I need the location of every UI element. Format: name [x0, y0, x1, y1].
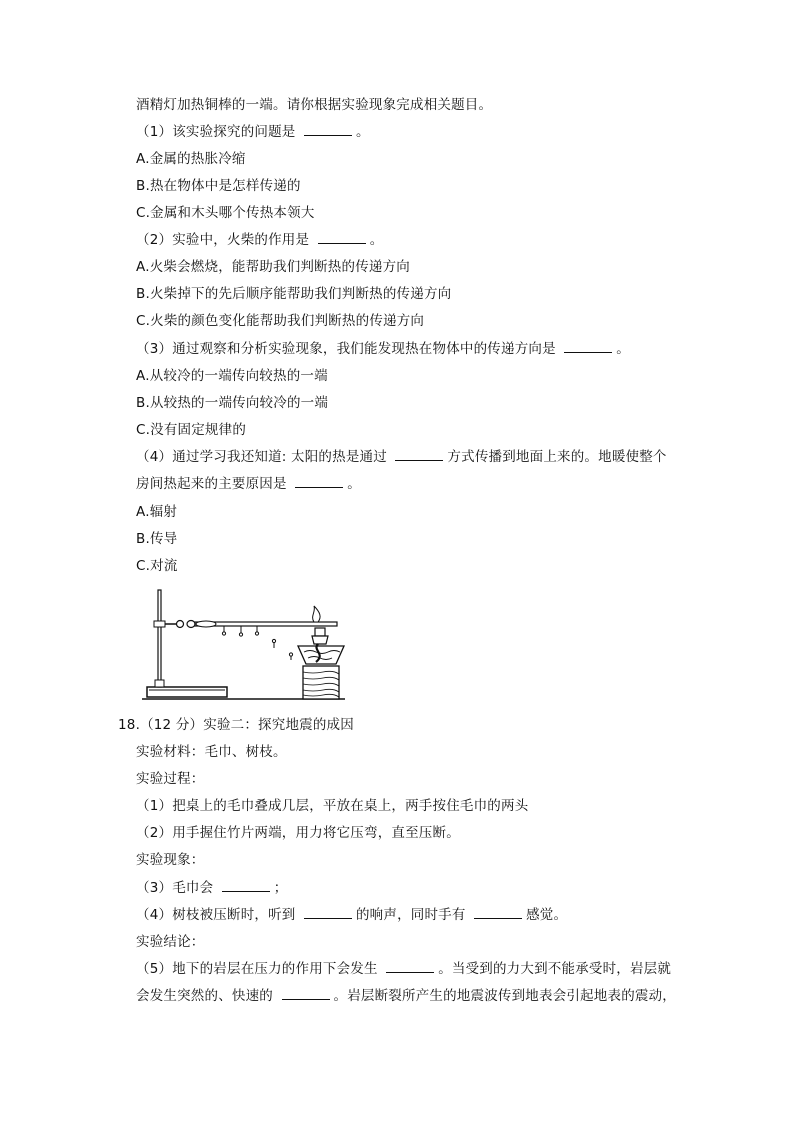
experiment-apparatus-figure [140, 586, 350, 702]
conclusion-heading: 实验结论： [136, 934, 205, 950]
wood-block [303, 666, 339, 699]
option-c: C.对流 [136, 558, 178, 574]
option-b: B.传导 [136, 531, 178, 547]
option-a: A.火柴会燃烧，能帮助我们判断热的传递方向 [136, 259, 410, 275]
question-3-stem: （3）通过观察和分析实验现象，我们能发现热在物体中的传递方向是 。 [136, 341, 630, 357]
question-4-line: （4）树枝被压断时，听到 的响声，同时手有 感觉。 [136, 907, 568, 923]
answer-blank[interactable] [318, 231, 366, 244]
question-18-title: 18.（12 分）实验二：探究地震的成因 [118, 717, 354, 733]
question-3-line: （3）毛巾会 ； [136, 880, 288, 896]
option-c: C.没有固定规律的 [136, 422, 247, 438]
stand-base [147, 687, 227, 697]
option-b: B.从较热的一端传向较冷的一端 [136, 395, 329, 411]
materials-line: 实验材料：毛巾、树枝。 [136, 744, 287, 760]
question-4-stem: （4）通过学习我还知道: 太阳的热是通过 方式传播到地面上来的。地暖使整个 [136, 449, 667, 465]
option-c: C.火柴的颜色变化能帮助我们判断热的传递方向 [136, 313, 425, 329]
answer-blank[interactable] [304, 906, 352, 919]
question-5-line-cont: 会发生突然的、快速的 。岩层断裂所产生的地震波传到地表会引起地表的震动， [136, 988, 676, 1004]
answer-blank[interactable] [474, 906, 522, 919]
option-a: A.金属的热胀冷缩 [136, 151, 246, 167]
option-a: A.从较冷的一端传向较热的一端 [136, 368, 328, 384]
option-a: A.辐射 [136, 504, 178, 520]
flame [313, 606, 320, 622]
answer-blank[interactable] [386, 960, 434, 973]
answer-blank[interactable] [295, 475, 343, 488]
stand-rod [158, 590, 161, 687]
lamp-bowl [298, 646, 344, 664]
option-b: B.火柴掉下的先后顺序能帮助我们判断热的传递方向 [136, 286, 452, 302]
lamp-neck [312, 636, 328, 644]
question-2-stem: （2）实验中，火柴的作用是 。 [136, 232, 384, 248]
process-step-1: （1）把桌上的毛巾叠成几层，平放在桌上，两手按住毛巾的两头 [136, 798, 529, 814]
option-c: C.金属和木头哪个传热本领大 [136, 205, 315, 221]
answer-blank[interactable] [282, 987, 330, 1000]
answer-blank[interactable] [304, 123, 352, 136]
answer-blank[interactable] [395, 448, 443, 461]
option-b: B.热在物体中是怎样传递的 [136, 178, 301, 194]
answer-blank[interactable] [564, 340, 612, 353]
answer-blank[interactable] [222, 879, 270, 892]
clamp [154, 621, 165, 627]
process-heading: 实验过程： [136, 771, 205, 787]
phenomenon-heading: 实验现象： [136, 852, 205, 868]
text-line: 酒精灯加热铜棒的一端。请你根据实验现象完成相关题目。 [136, 97, 493, 113]
lamp-cap [315, 628, 325, 636]
question-5-line: （5）地下的岩层在压力的作用下会发生 。当受到的力大到不能承受时，岩层就 [136, 961, 672, 977]
question-1-stem: （1）该实验探究的问题是 。 [136, 124, 370, 140]
question-4-stem-cont: 房间热起来的主要原因是 。 [136, 476, 361, 492]
process-step-2: （2）用手握住竹片两端，用力将它压弯，直至压断。 [136, 825, 460, 841]
